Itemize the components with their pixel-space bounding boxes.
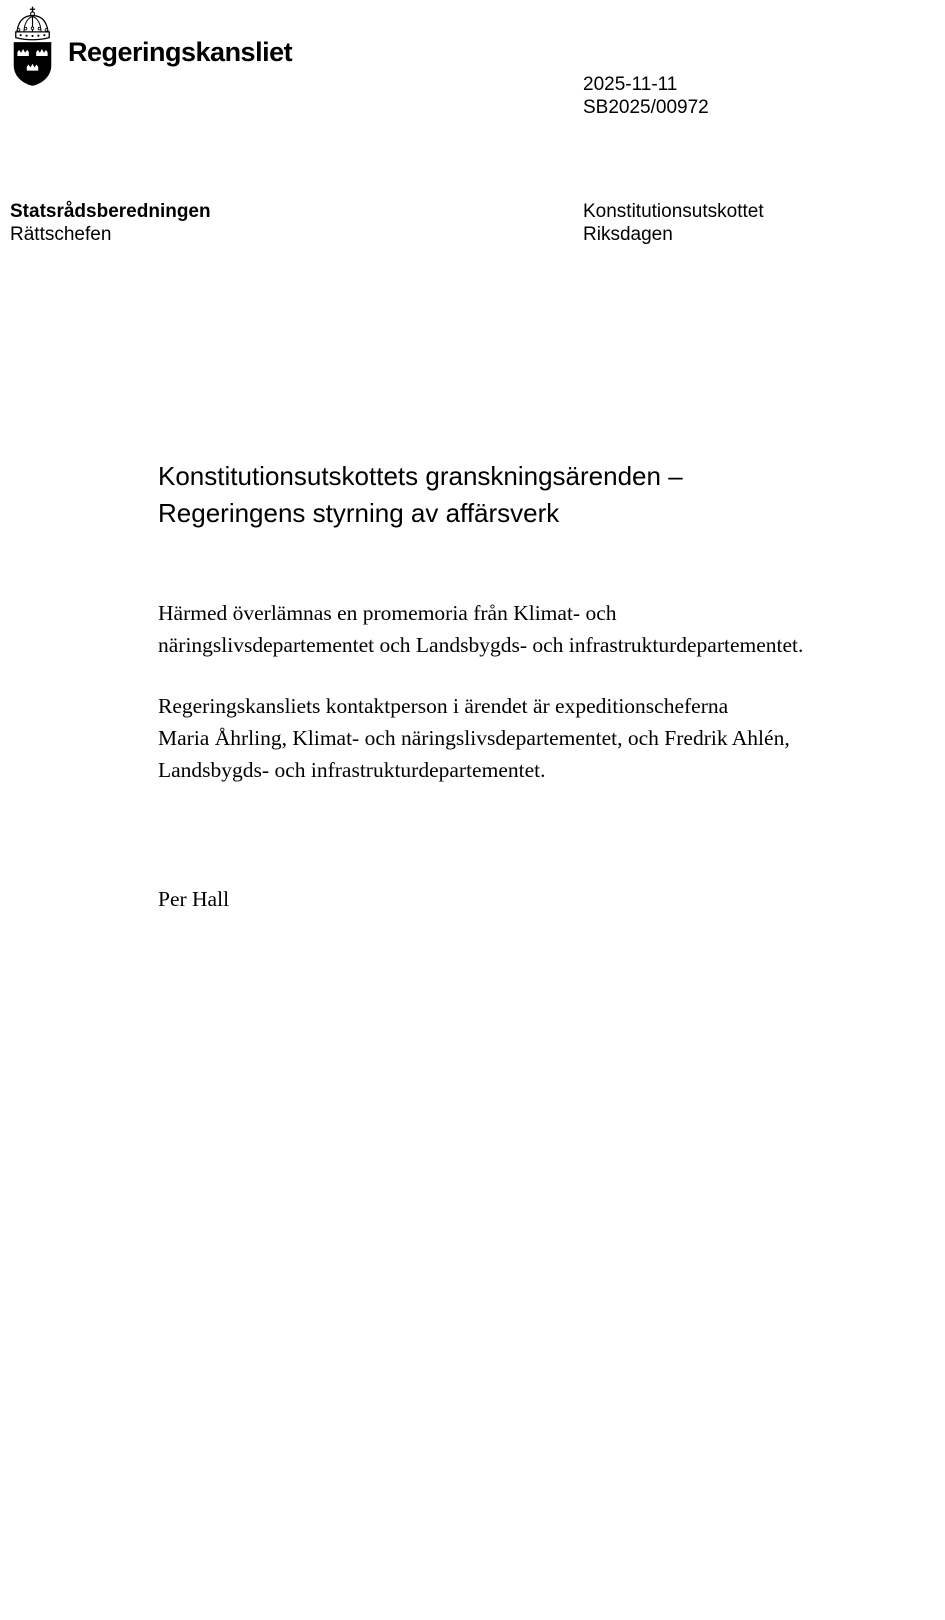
body-paragraph-2 bbox=[158, 690, 790, 786]
recipient-institution: Riksdagen bbox=[583, 224, 673, 245]
document-date: 2025-11-11 bbox=[583, 74, 678, 95]
sender-unit: Rättschefen bbox=[10, 224, 112, 245]
date-reference-block bbox=[583, 73, 709, 119]
government-logo bbox=[8, 6, 57, 88]
paragraph-1-line-2: näringslivsdepartementet och Landsbygds- och infrastrukturdepartementet. bbox=[158, 633, 804, 657]
sender-block bbox=[10, 200, 211, 246]
document-reference-number: SB2025/00972 bbox=[583, 97, 709, 118]
paragraph-1-line-1: Härmed överlämnas en promemoria från Klimat- och bbox=[158, 601, 617, 625]
sender-department: Statsrådsberedningen bbox=[10, 201, 211, 222]
paragraph-2-line-3: Landsbygds- och infrastrukturdepartementet. bbox=[158, 758, 546, 782]
paragraph-2-line-2: Maria Åhrling, Klimat- och näringslivsdepartementet, och Fredrik Ahlén, bbox=[158, 726, 790, 750]
document-title-line-1: Konstitutionsutskottets granskningsärenden – bbox=[158, 461, 683, 491]
document-title-line-2: Regeringens styrning av affärsverk bbox=[158, 498, 560, 528]
recipient-block bbox=[583, 200, 764, 246]
wordmark-regeringskansliet: Regeringskansliet bbox=[68, 37, 293, 67]
coat-of-arms-icon bbox=[8, 6, 57, 88]
signature-name: Per Hall bbox=[158, 887, 230, 911]
document-title bbox=[158, 458, 683, 532]
recipient-name: Konstitutionsutskottet bbox=[583, 201, 764, 222]
body-paragraph-1 bbox=[158, 597, 803, 661]
paragraph-2-line-1: Regeringskansliets kontaktperson i ärendet är expeditionscheferna bbox=[158, 694, 729, 718]
